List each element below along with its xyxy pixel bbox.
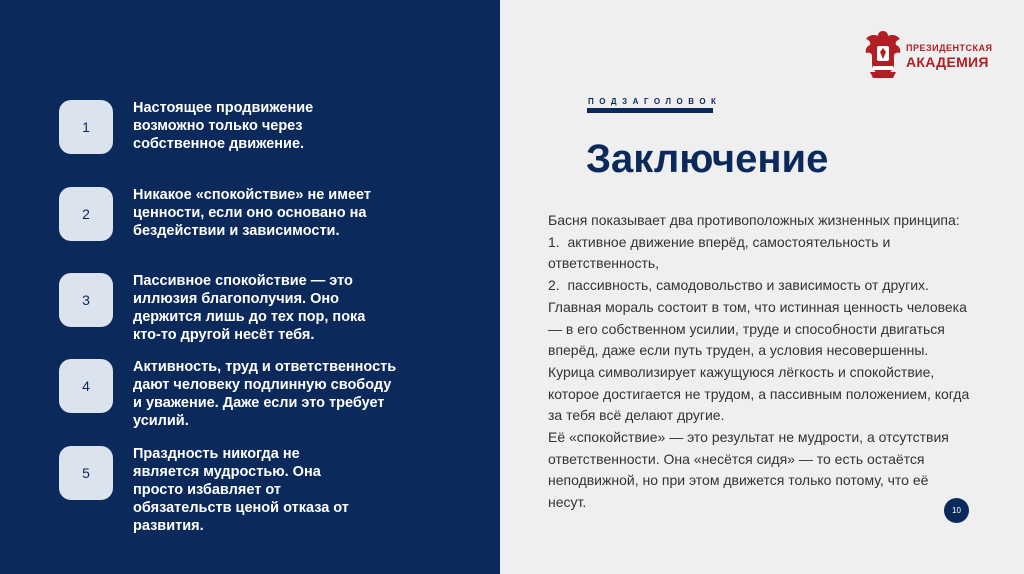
subtitle: ПОДЗАГОЛОВОК bbox=[588, 97, 722, 106]
number-badge: 3 bbox=[59, 273, 113, 327]
academy-logo bbox=[862, 28, 993, 80]
item-text: Настоящее продвижение возможно только через собственное движение. bbox=[133, 100, 314, 152]
number-badge: 1 bbox=[59, 100, 113, 154]
body-line: Курица символизирует кажущуюся лёгкость и спокойствие, bbox=[548, 363, 935, 380]
item-text: Активность, труд и ответственность дают человеку подлинную свободу и уважение. Даже если это требует усилий. bbox=[133, 359, 397, 429]
body-line: вперёд, даже если путь труден, а условия несовершенны. bbox=[548, 342, 929, 359]
item-text: Никакое «спокойствие» не имеет ценности, если оно основано на бездействии и зависимости. bbox=[133, 187, 371, 239]
body-line: 2. пассивность, самодовольство и зависимость от других. bbox=[548, 277, 929, 294]
body-line: Её «спокойствие» — это результат не мудрости, а отсутствия bbox=[548, 429, 949, 446]
eagle-emblem-icon bbox=[862, 28, 904, 80]
logo-text bbox=[906, 43, 992, 70]
number-badge: 5 bbox=[59, 446, 113, 500]
body-text bbox=[548, 210, 1010, 514]
body-line: ответственность, bbox=[548, 255, 660, 272]
left-panel bbox=[0, 0, 500, 574]
item-text: Пассивное спокойствие — это иллюзия благополучия. Оно держится лишь до тех пор, пока кто-то другой несёт тебя. bbox=[133, 273, 366, 343]
item-text: Праздность никогда не является мудростью. Она просто избавляет от обязательств ценой отказа от развития. bbox=[133, 446, 349, 534]
body-line: Басня показывает два противоположных жизненных принципа: bbox=[548, 212, 960, 228]
logo-line1: ПРЕЗИДЕНТСКАЯ bbox=[906, 43, 993, 53]
body-line: несут. bbox=[548, 494, 587, 511]
body-line: Главная мораль состоит в том, что истинная ценность человека bbox=[548, 298, 967, 315]
page-title: Заключение bbox=[586, 137, 829, 181]
body-line: которое достигается не трудом, а пассивным положением, когда bbox=[548, 385, 970, 402]
body-line: ответственности. Она «несётся сидя» — то есть остаётся bbox=[548, 450, 925, 467]
body-line: 1. активное движение вперёд, самостоятельность и bbox=[548, 233, 891, 250]
body-line: неподвижной, но при этом движется только потому, что её bbox=[548, 472, 929, 489]
number-badge: 2 bbox=[59, 187, 113, 241]
body-line: — в его собственном усилии, труде и способности двигаться bbox=[548, 320, 945, 337]
subtitle-underline bbox=[587, 108, 713, 113]
body-line: за тебя всё делают другие. bbox=[548, 407, 725, 424]
page-number-badge: 10 bbox=[944, 498, 969, 523]
logo-line2: АКАДЕМИЯ bbox=[906, 54, 989, 70]
number-badge: 4 bbox=[59, 359, 113, 413]
